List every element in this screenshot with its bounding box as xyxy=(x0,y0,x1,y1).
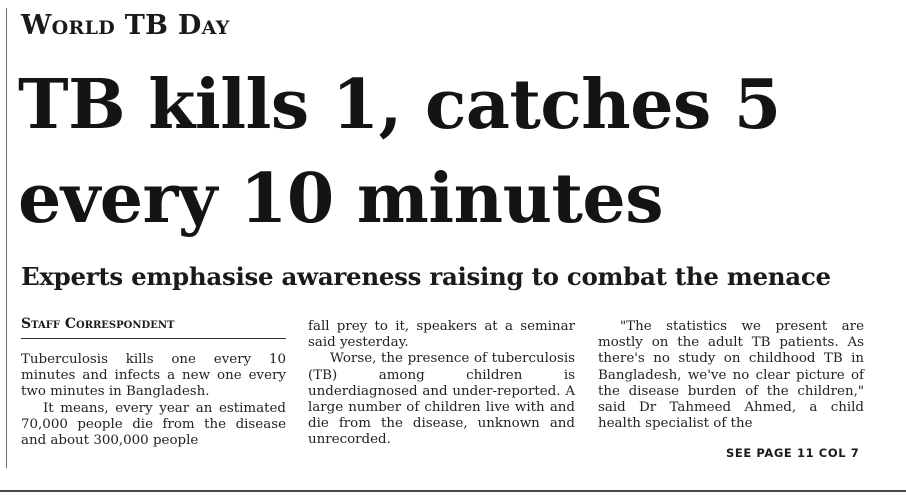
article-column-2 xyxy=(308,319,575,449)
section-kicker: World TB Day xyxy=(21,10,230,41)
article-paragraph: Tuberculosis kills one every 10 minutes and infects a new one every two minutes in Bangladesh. xyxy=(21,352,286,400)
headline-line-1: TB kills 1, catches 5 xyxy=(18,65,781,145)
byline: Staff Correspondent xyxy=(21,316,175,332)
article-paragraph: It means, every year an estimated 70,000 people die from the disease and about 300,000 people xyxy=(21,400,286,449)
headline-line-2: every 10 minutes xyxy=(18,159,663,239)
article-paragraph: "The statistics we present are mostly on the adult TB patients. As there's no study on childhood TB in Bangladesh, we've no clear picture of the disease burden of the children," said Dr Tahmeed Ahmed, a child health specialist of the xyxy=(598,319,864,432)
article-column-1 xyxy=(21,352,286,449)
subheadline: Experts emphasise awareness raising to combat the menace xyxy=(21,262,831,291)
left-column-rule xyxy=(6,8,7,468)
bottom-rule xyxy=(0,490,906,492)
article-paragraph: fall prey to it, speakers at a seminar said yesterday. xyxy=(308,319,575,351)
article-paragraph: Worse, the presence of tuberculosis (TB) among children is underdiagnosed and under-reported. A large number of children live with and die from the disease, unknown and unrecorded. xyxy=(308,351,575,448)
article-column-3 xyxy=(598,319,864,432)
byline-underline xyxy=(21,338,286,339)
continuation-link[interactable]: SEE PAGE 11 COL 7 xyxy=(726,446,860,460)
headline xyxy=(18,58,898,246)
